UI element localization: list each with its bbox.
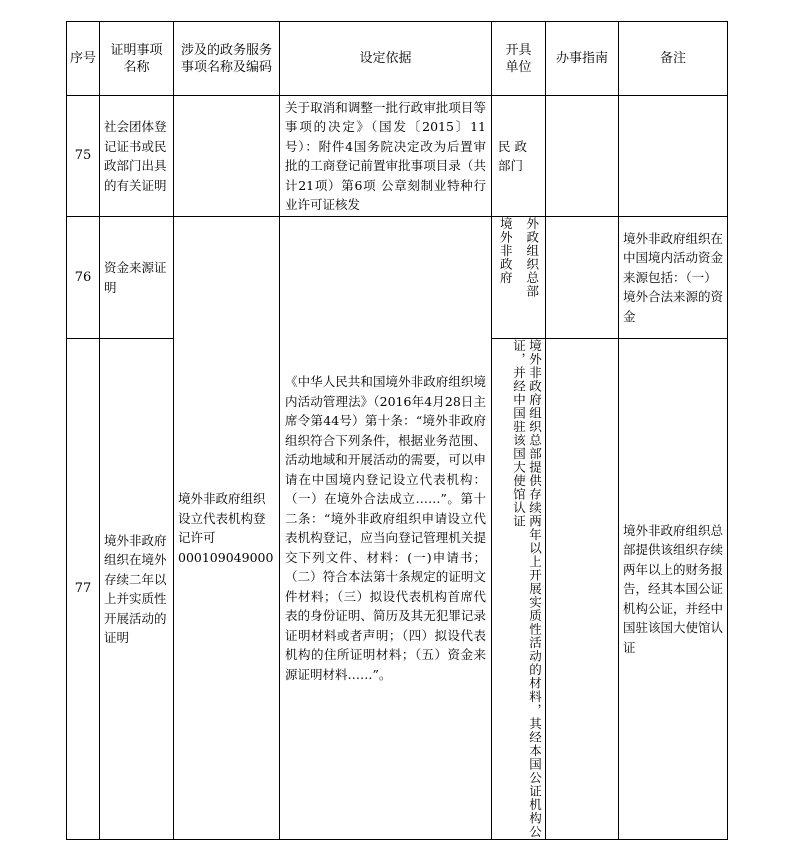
row-77-item-name: 境外非政府组织在境外存续二年以上并实质性开展活动的证明 — [100, 339, 174, 840]
header-service: 涉及的政务服务事项名称及编码 — [174, 22, 280, 96]
row-76-issuer-col1: 境外非政府 — [498, 217, 514, 285]
header-basis: 设定依据 — [280, 22, 492, 96]
row-75-item-name: 社会团体登记证书或民政部门出具的有关证明 — [100, 96, 174, 217]
row-76-guide — [546, 217, 619, 339]
document-table — [66, 21, 727, 837]
row-76-issuer-col2: 外政组织总部 — [524, 217, 540, 298]
row-76-issuer — [492, 217, 546, 339]
row-76-seq: 76 — [67, 217, 100, 339]
header-issuer: 开具单位 — [492, 22, 546, 96]
row-77-guide — [546, 339, 619, 840]
row-75-basis: 关于取消和调整一批行政审批项目等事项的决定》（国发〔2015〕11号）：附件4国务院决定改为后置审批的工商登记前置审批事项目录（共计21项）第6项 公章刻制业特种行业许可证核发 — [280, 96, 492, 217]
row-76-item-name: 资金来源证明 — [100, 217, 174, 339]
shared-basis: 《中华人民共和国境外非政府组织境内活动管理法》（2016年4月28日主席令第44号）第十条：“境外非政府组织符合下列条件，根据业务范围、活动地域和开展活动的需要，可以申请在中国境内登记设立代表机构：（一）在境外合法成立……”。第十二条：“境外非政府组织申请设立代表机构登记，应当向登记管理机关提交下列文件、材料：(一)申请书；（二）符合本法第十条规定的证明文件材料；（三）拟设代表机构首席代表的身份证明、简历及其无犯罪记录证明材料或者声明；（四）拟设代表机构的住所证明材料；（五）资金来源证明材料……”。 — [280, 217, 492, 840]
header-item-name: 证明事项名称 — [100, 22, 174, 96]
header-remark: 备注 — [619, 22, 728, 96]
row-77-issuer — [492, 339, 546, 840]
table-row — [67, 217, 728, 339]
row-75-service — [174, 96, 280, 217]
header-seq: 序号 — [67, 22, 100, 96]
row-77-seq: 77 — [67, 339, 100, 840]
row-77-remark: 境外非政府组织总部提供该组织存续两年以上的财务报告，经其本国公证机构公证，并经中国驻该国大使馆认证 — [619, 339, 728, 840]
row-77-issuer-text: 境外非政府组织总部提供存续两年以上开展实质性活动的材料，其经本国公证机构公证，并经中国驻该国大使馆认证 — [511, 339, 543, 839]
row-75-issuer: 民 政部门 — [492, 96, 546, 217]
header-guide: 办事指南 — [546, 22, 619, 96]
row-75-remark — [619, 96, 728, 217]
row-75-guide — [546, 96, 619, 217]
row-75-seq: 75 — [67, 96, 100, 217]
table-row — [67, 96, 728, 217]
shared-service: 境外非政府组织设立代表机构登记许可000109049000 — [174, 217, 280, 840]
table-header-row — [67, 22, 728, 96]
row-76-remark: 境外非政府组织在中国境内活动资金来源包括：（一）境外合法来源的资金 — [619, 217, 728, 339]
